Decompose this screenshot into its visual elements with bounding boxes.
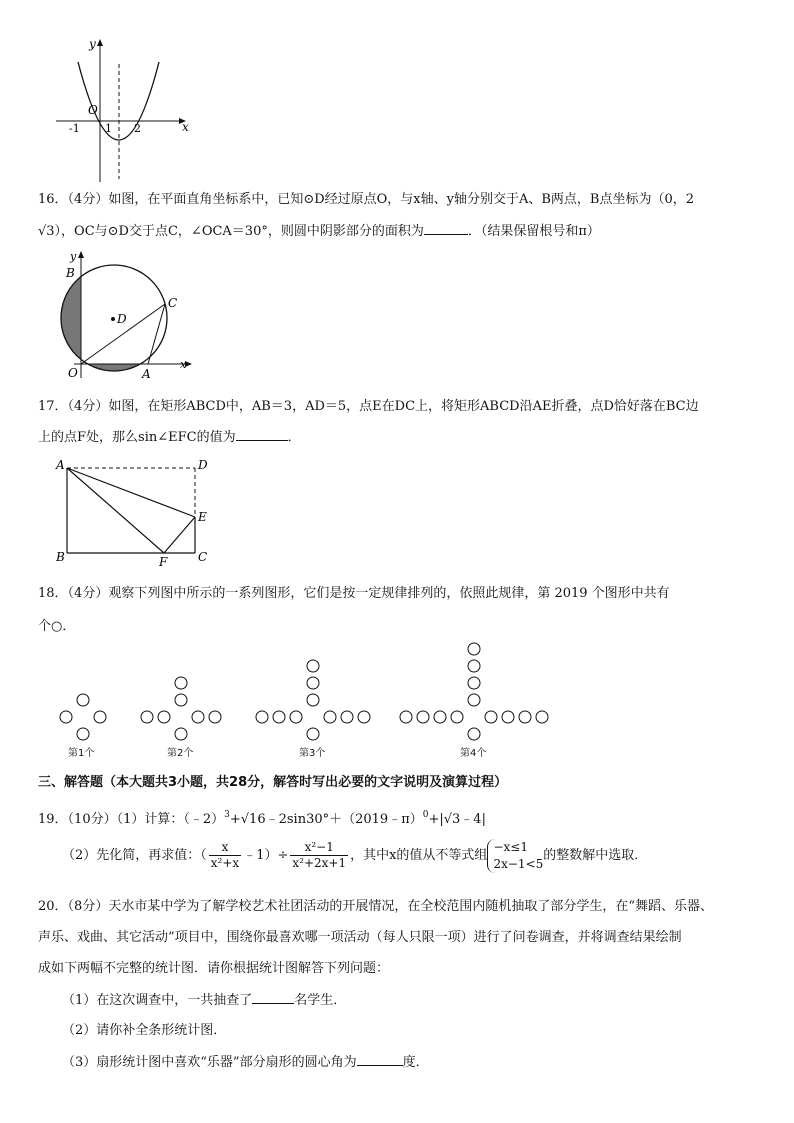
point-a: A: [142, 367, 151, 381]
point-a: A: [56, 458, 65, 472]
x-axis-label: x: [182, 120, 189, 134]
point-b: B: [56, 550, 65, 564]
point-d: D: [117, 312, 127, 326]
x-label: x: [180, 358, 187, 371]
y-label: y: [70, 250, 77, 263]
q20-line2: 声乐、戏曲、其它活动”项目中，围绕你最喜欢哪一项活动（每人只限一项）进行了问卷调查，并将调查结果绘制: [38, 930, 682, 945]
section-heading: 三、解答题（本大题共3小题，共28分，解答时写出必要的文字说明及演算过程）: [38, 775, 508, 790]
q18-line2: 个○．: [38, 619, 76, 634]
tick-neg1: -1: [69, 122, 80, 135]
parabola-graph: [50, 34, 200, 186]
figure-label-3: 第3个: [299, 748, 326, 759]
pattern-figure-2: [141, 677, 221, 740]
q20-line3: 成如下两幅不完整的统计图．请你根据统计图解答下列问题：: [38, 961, 390, 976]
answer-blank: [236, 428, 288, 441]
q17-line1: 17．（4分）如图，在矩形ABCD中，AB＝3，AD＝5，点E在DC上，将矩形ABCD沿AE折叠，点D恰好落在BC边: [38, 399, 699, 414]
q19-part1: 19．（10分）（1）计算：（﹣2）$^3$+√16﹣2sin30°＋（2019﹣π）$^0$+|√3﹣4|: [38, 810, 486, 827]
point-b: B: [66, 266, 75, 280]
point-d: D: [198, 458, 208, 472]
point-c: C: [168, 296, 178, 310]
point-f: F: [159, 555, 168, 567]
tick-2: 2: [134, 122, 141, 135]
pattern-figure-4: [400, 643, 548, 740]
answer-blank: [252, 991, 294, 1004]
answer-blank: [357, 1053, 403, 1066]
pattern-figure-1: [60, 694, 106, 740]
q16-line1: 16．（4分）如图，在平面直角坐标系中，已知⊙D经过原点O，与x轴、y轴分别交于A、B两点，B点坐标为（0，2: [38, 192, 694, 207]
pattern-figure-3: [256, 660, 370, 740]
q20-sub1: （1）在这次调查中，一共抽查了 名学生．: [62, 993, 347, 1008]
q20-sub3: （3）扇形统计图中喜欢“乐器”部分扇形的圆心角为 度．: [62, 1055, 429, 1070]
origin-label: O: [88, 103, 98, 117]
q16-line2: √3），OC与⊙D交于点C，∠OCA＝30°，则圆中阴影部分的面积为 ．（结果保留根号和π）: [38, 224, 600, 239]
q20-sub2: （2）请你补全条形统计图．: [62, 1023, 227, 1038]
point-o: O: [68, 366, 78, 380]
fraction-2: $\frac{\text{x²−1}}{\text{x²+2x+1}}$: [292, 840, 347, 870]
fraction-1: $\frac{x}{\text{x²+x}}$: [210, 840, 240, 870]
rectangle-fold-figure: [52, 455, 222, 567]
figure-label-2: 第2个: [167, 748, 194, 759]
circle-figure: [54, 246, 202, 382]
y-axis-label: y: [89, 37, 96, 51]
figure-label-1: 第1个: [68, 748, 95, 759]
tick-1: 1: [105, 122, 112, 135]
inequality-system: −x≤1 2x−1<5: [487, 839, 543, 873]
q19-part2: （2）先化简，再求值：（ $\frac{x}{\text{x²+x}}$ ﹣1）÷ $\frac{\text{x²−1}}{\text{x²+2x+1}}$ ，其中x的值从不等式组 −x≤1 2x−1<5 的整数解中选取．: [62, 839, 648, 871]
point-c: C: [198, 550, 208, 564]
figure-label-4: 第4个: [460, 748, 487, 759]
q17-line2: 上的点F处，那么sin∠EFC的值为 ．: [38, 430, 301, 445]
q18-line1: 18．（4分）观察下列图中所示的一系列图形，它们是按一定规律排列的，依照此规律，第 2019 个图形中共有: [38, 586, 670, 601]
point-e: E: [198, 510, 207, 524]
answer-blank: [424, 222, 468, 235]
q20-line1: 20．（8分）天水市某中学为了解学校艺术社团活动的开展情况，在全校范围内随机抽取了部分学生，在“舞蹈、乐器、: [38, 899, 713, 914]
